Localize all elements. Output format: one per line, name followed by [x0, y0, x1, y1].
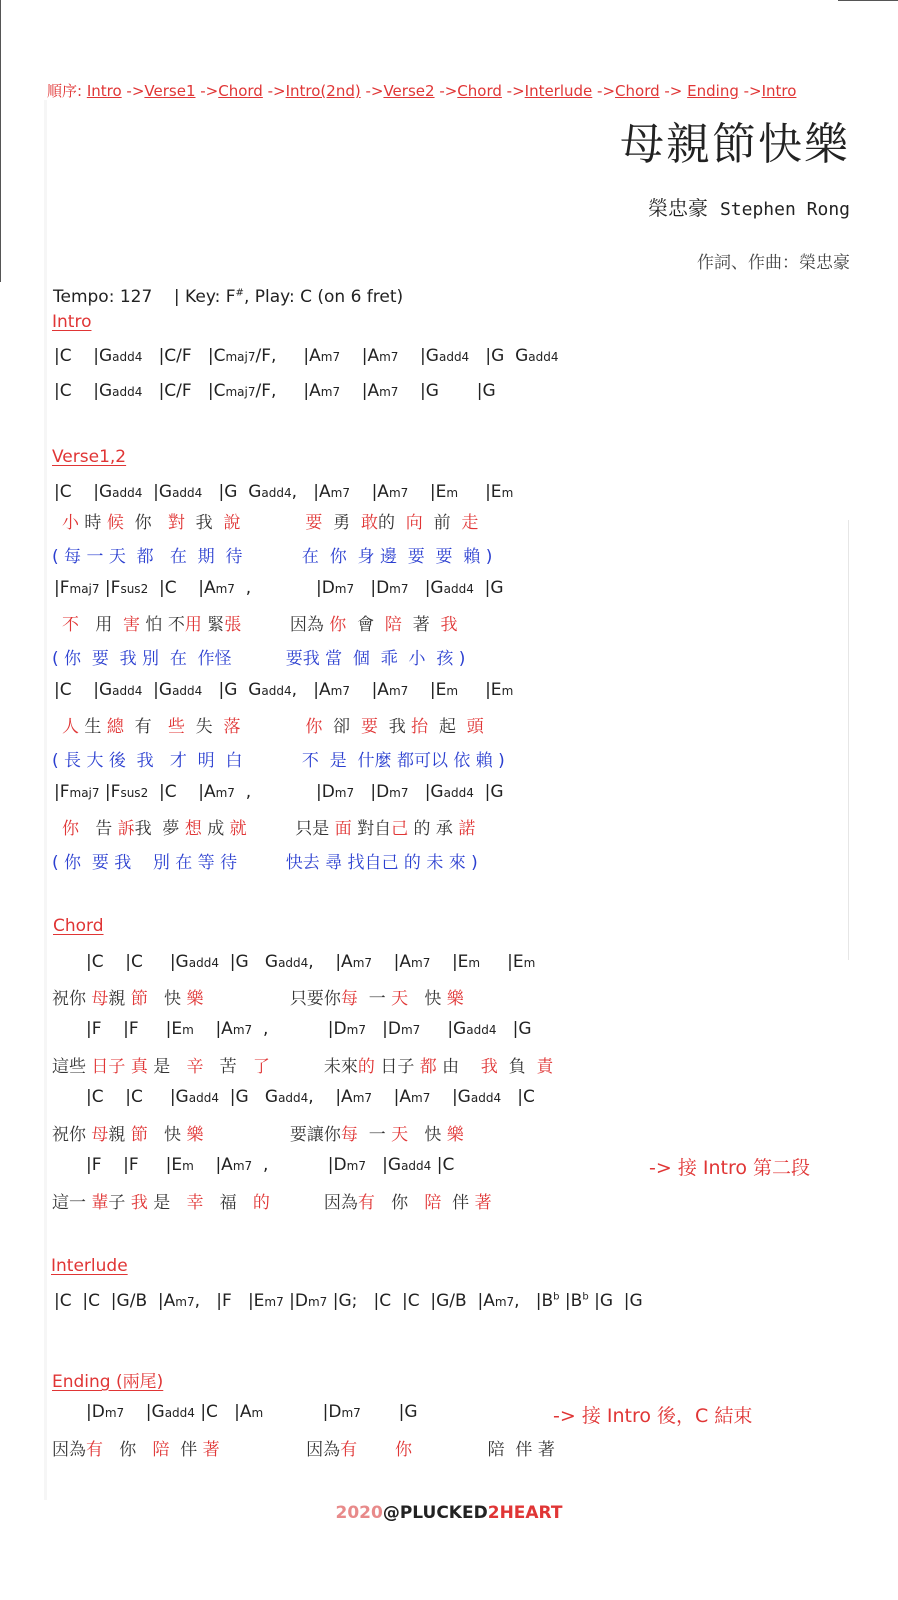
- footer-year: 2020: [335, 1503, 383, 1523]
- artist-name-en: Stephen Rong: [719, 199, 850, 220]
- order-arrow: ->: [738, 82, 762, 100]
- page-edge-top: [838, 0, 898, 1]
- song-order: [47, 80, 796, 101]
- footer-watermark: [0, 1503, 898, 1523]
- order-item[interactable]: Verse2: [383, 82, 435, 100]
- order-arrow: ->: [195, 82, 219, 100]
- section-heading-intro: Intro: [52, 312, 92, 332]
- lyric-row: 不 用 害 怕 不用 緊張 因為 你 會 陪 著 我: [62, 615, 458, 635]
- chord-jump-note: -> 接 Intro 第二段: [649, 1157, 811, 1179]
- song-title: 母親節快樂: [620, 119, 850, 170]
- order-item[interactable]: Interlude: [524, 82, 593, 100]
- chord-row: |Fmaj7 |Fsus2 |C |Am7 , |Dm7 |Dm7 |Gadd4 |G: [54, 782, 504, 802]
- artist-name-zh: 榮忠豪: [647, 196, 708, 220]
- order-arrow: ->: [360, 82, 384, 100]
- footer-brand-2: 2: [487, 1503, 500, 1523]
- chord-row: |Fmaj7 |Fsus2 |C |Am7 , |Dm7 |Dm7 |Gadd4 |G: [54, 578, 504, 598]
- lyric-row: 這一 輩子 我 是 幸 福 的 因為有 你 陪 伴 著: [52, 1193, 492, 1213]
- order-arrow: ->: [592, 82, 616, 100]
- page-edge-left: [0, 0, 1, 282]
- order-item[interactable]: Intro: [761, 82, 797, 100]
- order-item[interactable]: Chord: [457, 82, 502, 100]
- margin-guide-right: [848, 520, 849, 960]
- chord-row: |C |C |Gadd4 |G Gadd4, |Am7 |Am7 |Gadd4 |C: [86, 1087, 535, 1107]
- lyric-row: 祝你 母親 節 快 樂 要讓你每 一 天 快 樂: [52, 1125, 464, 1145]
- order-item[interactable]: Intro(2nd): [285, 82, 361, 100]
- order-arrow: ->: [501, 82, 525, 100]
- section-heading-interlude: Interlude: [51, 1256, 128, 1276]
- chord-row: |Dm7 |Gadd4 |C |Am |Dm7 |G: [86, 1402, 418, 1422]
- lyric-row: 你 告 訴我 夢 想 成 就 只是 面 對自己 的 承 諾: [62, 819, 476, 839]
- footer-brand: @PLUCKED: [382, 1503, 488, 1523]
- chord-row: |C |C |Gadd4 |G Gadd4, |Am7 |Am7 |Em |Em: [86, 952, 536, 972]
- artist-line: [648, 192, 850, 221]
- key-label: | Key: F: [173, 287, 236, 307]
- lyric-row: 人 生 總 有 些 失 落 你 卻 要 我 抬 起 頭: [62, 717, 484, 737]
- lyric-row: 這些 日子 真 是 辛 苦 了 未來的 日子 都 由 我 負 責: [52, 1057, 554, 1077]
- chord-row: |C |Gadd4 |C/F |Cmaj7/F, |Am7 |Am7 |G |G: [54, 381, 496, 401]
- chord-row: |C |C |G/B |Am7, |F |Em7 |Dm7 |G; |C |C |G/B |Am7, $|B^b$ $|B^b$ |G |G: [54, 1291, 643, 1311]
- order-item[interactable]: Verse1: [144, 82, 196, 100]
- tempo-key-line: [53, 287, 403, 307]
- order-item[interactable]: Chord: [615, 82, 660, 100]
- chord-row: |C |Gadd4 |Gadd4 |G Gadd4, |Am7 |Am7 |Em |Em: [54, 680, 514, 700]
- chord-row: |F |F |Em |Am7 , |Dm7 |Gadd4 |C: [86, 1155, 455, 1175]
- chord-row: |F |F |Em |Am7 , |Dm7 |Dm7 |Gadd4 |G: [86, 1019, 532, 1039]
- order-item[interactable]: Chord: [218, 82, 263, 100]
- order-arrow: ->: [121, 82, 145, 100]
- lyric-row: ( 每 一 天 都 在 期 待 在 你 身 邊 要 要 賴 ): [52, 547, 493, 567]
- section-heading-verse: Verse1,2: [52, 447, 127, 467]
- tempo-value: Tempo: 127: [53, 287, 153, 307]
- order-arrow: ->: [659, 82, 683, 100]
- ending-jump-note: -> 接 Intro 後，C 結束: [553, 1405, 753, 1427]
- key-sharp: #: [235, 287, 244, 299]
- songwriter-credit: 作詞、作曲：榮忠豪: [697, 253, 850, 273]
- order-arrow: ->: [262, 82, 286, 100]
- lyric-row: ( 長 大 後 我 才 明 白 不 是 什麼 都可以 依 賴 ): [52, 751, 505, 771]
- lyric-row: ( 你 要 我 別 在 等 待 快去 尋 找自己 的 未 來 ): [52, 853, 478, 873]
- chord-row: |C |Gadd4 |Gadd4 |G Gadd4, |Am7 |Am7 |Em |Em: [54, 482, 514, 502]
- order-prefix: 順序:: [47, 82, 87, 100]
- play-info: , Play: C (on 6 fret): [243, 287, 404, 307]
- footer-brand-heart: HEART: [499, 1503, 563, 1523]
- order-arrow: ->: [434, 82, 458, 100]
- order-item[interactable]: Ending: [687, 82, 739, 100]
- lyric-row: ( 你 要 我 別 在 作怪 要我 當 個 乖 小 孩 ): [52, 649, 466, 669]
- order-item[interactable]: Intro: [86, 82, 122, 100]
- lyric-row: 因為有 你 陪 伴 著 因為有 你 陪 伴 著: [52, 1440, 555, 1460]
- chord-row: |C |Gadd4 |C/F |Cmaj7/F, |Am7 |Am7 |Gadd4 |G Gadd4: [54, 346, 559, 366]
- margin-guide-left: [44, 100, 47, 1500]
- section-heading-ending: Ending (兩尾): [52, 1372, 164, 1392]
- section-heading-chord: Chord: [53, 916, 104, 936]
- lyric-row: 祝你 母親 節 快 樂 只要你每 一 天 快 樂: [52, 989, 464, 1009]
- lyric-row: 小 時 候 你 對 我 說 要 勇 敢的 向 前 走: [62, 513, 479, 533]
